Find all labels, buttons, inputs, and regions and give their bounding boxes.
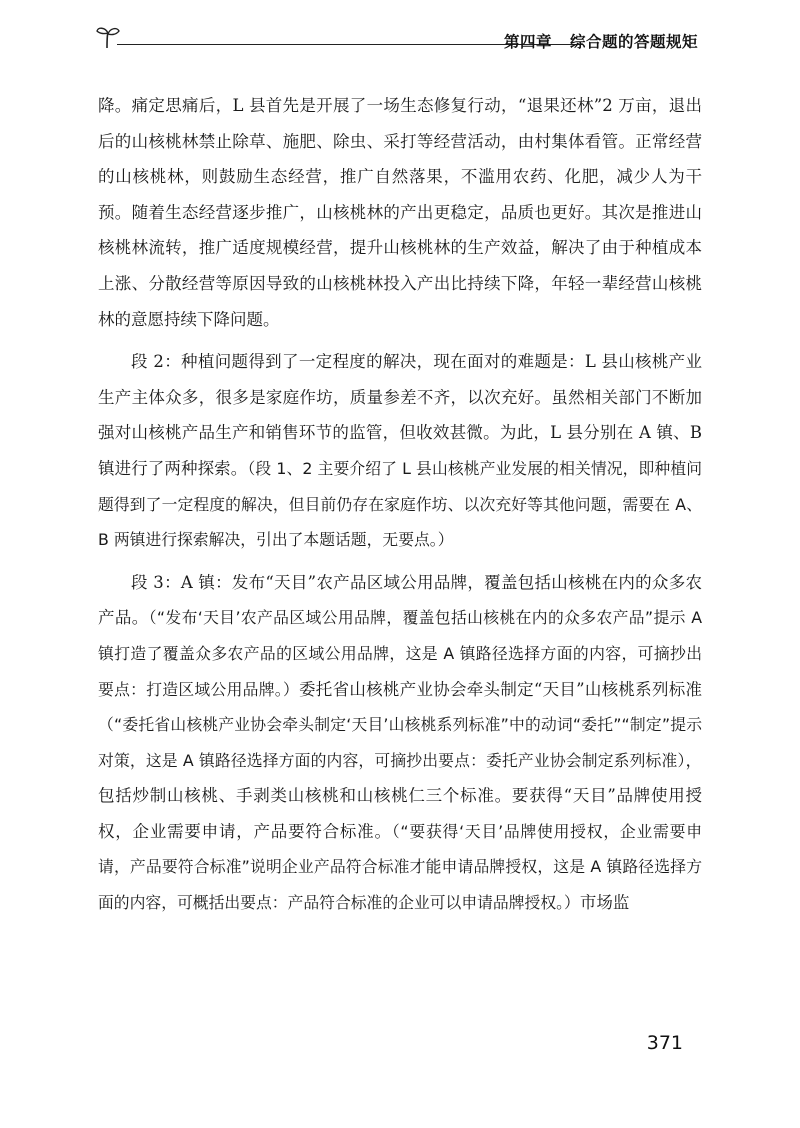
sprout-icon xyxy=(95,24,121,50)
chapter-title: 综合题的答题规矩 xyxy=(569,33,698,51)
paragraph-text: 段 2：种植问题得到了一定程度的解决，现在面对的难题是：L 县山核桃产业生产主体众多，很多是家庭作坊，质量参差不齐，以次充好。虽然相关部门不断加强对山核桃产品生产和销售环节的监管，但收效甚微。为此，L 县分别在 A 镇、B 镇进行了两种探索。 xyxy=(98,352,702,478)
running-header xyxy=(95,22,700,52)
analysis-note: （“发布‘天目’农产品区域公用品牌，覆盖包括山核桃在内的众多农产品”提示 A 镇打造了覆盖众多农产品的区域公用品牌，这是 A 镇路径选择方面的内容，可摘抄出要点：打造区域公用品牌。） xyxy=(98,608,703,699)
analysis-note: （“要获得‘天目’品牌使用授权，企业需要申请，产品要符合标准”说明企业产品符合标准才能申请品牌授权，这是 A 镇路径选择方面的内容，可概括出要点：产品符合标准的企业可以申请品牌授权。） xyxy=(98,821,703,913)
analysis-note: （段 1、2 主要介绍了 L 县山核桃产业发展的相关情况，即种植问题得到了一定程度的解决，但目前仍存在家庭作坊、以次充好等其他问题，需要在 A、B 两镇进行探索解决，引出了本题话题，无要点。） xyxy=(98,458,703,550)
paragraph-1 xyxy=(98,88,702,337)
paragraph-2 xyxy=(98,344,702,558)
chapter-number: 第四章 xyxy=(503,33,552,51)
paragraph-text: 降。痛定思痛后，L 县首先是开展了一场生态修复行动，“退果还林”2 万亩，退出后的山核桃林禁止除草、施肥、除虫、采打等经营活动，由村集体看管。正常经营的山核桃林，则鼓励生态经营，推广自然落果，不滥用农药、化肥，减少人为干预。随着生态经营逐步推广，山核桃林的产出更稳定，品质也更好。其次是推进山核桃林流转，推广适度规模经营，提升山核桃林的生产效益，解决了由于种植成本上涨、分散经营等原因导致的山核桃林投入产出比持续下降，年轻一辈经营山核桃林的意愿持续下降问题。 xyxy=(98,96,702,329)
page-number: 371 xyxy=(646,1032,683,1054)
chapter-heading xyxy=(504,30,698,52)
paragraph-3 xyxy=(98,565,702,921)
paragraph-text: 段 3：A 镇：发布“天目”农产品区域公用品牌，覆盖包括山核桃在内的众多农产品。 xyxy=(98,572,702,628)
page-body xyxy=(98,88,702,928)
paragraph-text: 委托省山核桃产业协会牵头制定“天目”山核桃系列标准 xyxy=(299,679,702,699)
paragraph-text: ，包括炒制山核桃、手剥类山核桃和山核桃仁三个标准。要获得“天目”品牌使用授权，企业需要申请，产品要符合标准。 xyxy=(98,750,702,841)
paragraph-text: 市场监 xyxy=(579,893,630,913)
analysis-note: （“委托省山核桃产业协会牵头制定‘天目’山核桃系列标准”中的动词“委托”“制定”提示对策，这是 A 镇路径选择方面的内容，可摘抄出要点：委托产业协会制定系列标准） xyxy=(98,715,702,770)
